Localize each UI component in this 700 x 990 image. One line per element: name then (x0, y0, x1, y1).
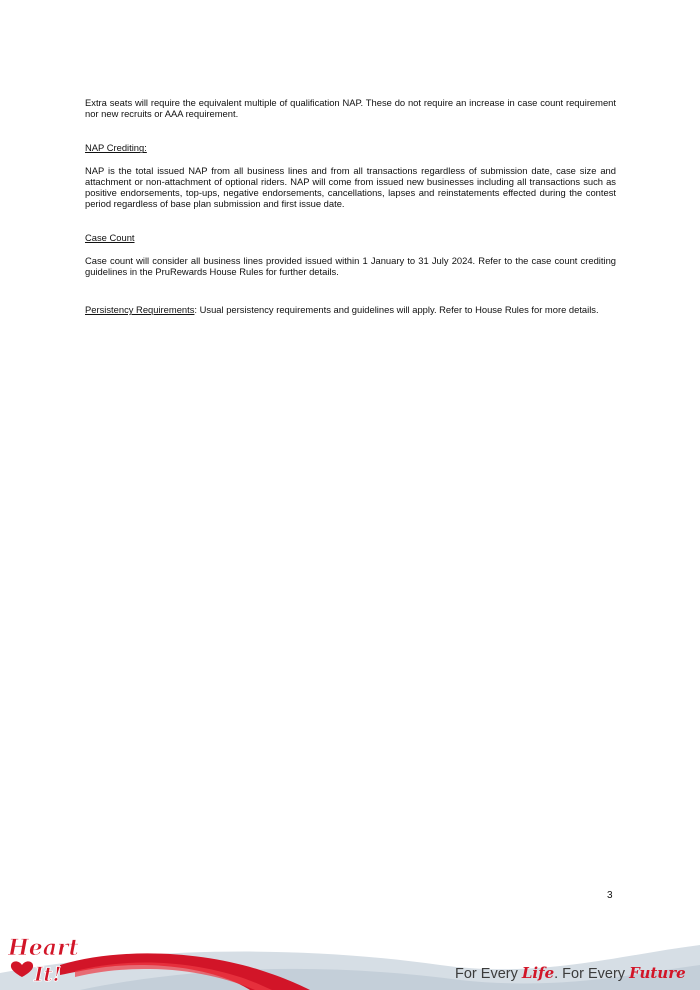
document-body (85, 97, 616, 315)
tagline-part2: . For Every (554, 966, 630, 982)
persistency-paragraph (85, 304, 616, 315)
tagline-accent-future: Future (629, 964, 686, 982)
case-count-paragraph: Case count will consider all business lines provided issued within 1 January to 31 July 2024. Refer to the case count crediting guidelines in the PruRewards House Rules for further details. (85, 254, 616, 277)
nap-crediting-paragraph: NAP is the total issued NAP from all business lines and from all transactions regardless of submission date, case size and attachment or non-attachment of optional riders. NAP will come from issued new businesses including all transactions such as positive endorsements, top-ups, negative endorsements, cancellations, lapses and reinstatements effected during the contest period regardless of base plan submission and first issue date. (85, 164, 616, 210)
tagline-part1: For Every (455, 966, 522, 982)
svg-text:It!: It! (34, 962, 62, 986)
case-count-heading: Case Count (85, 232, 135, 244)
extra-seats-paragraph: Extra seats will require the equivalent multiple of qualification NAP. These do not require an increase in case count requirement nor new recruits or AAA requirement. (85, 97, 616, 120)
nap-crediting-heading: NAP Crediting: (85, 142, 147, 154)
page-number: 3 (607, 890, 613, 901)
persistency-body: : Usual persistency requirements and guidelines will apply. Refer to House Rules for more details. (194, 304, 599, 316)
footer-tagline (455, 965, 686, 982)
persistency-heading: Persistency Requirements (85, 304, 195, 316)
tagline-accent-life: Life (521, 964, 555, 982)
svg-text:Heart: Heart (8, 935, 79, 961)
